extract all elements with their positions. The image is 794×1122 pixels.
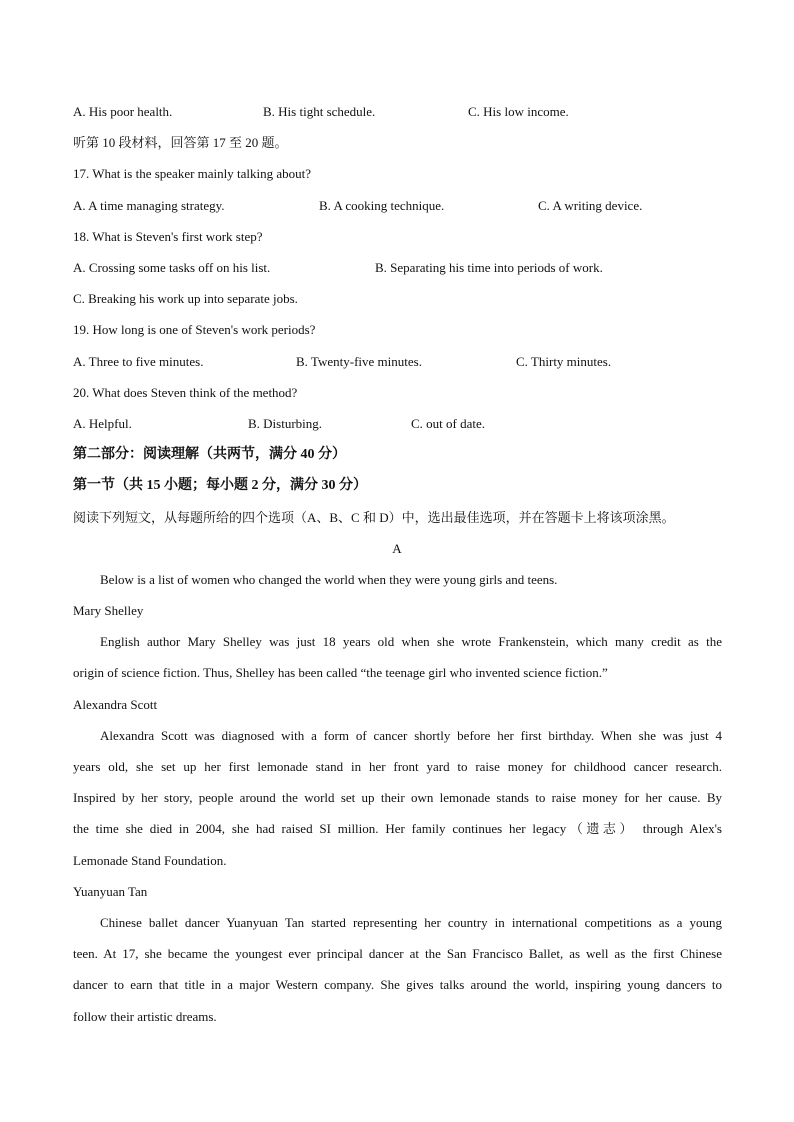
q18-option-c: C. Breaking his work up into separate jobs. — [73, 291, 298, 306]
q16-option-c: C. His low income. — [468, 104, 569, 119]
q19-option-b: B. Twenty-five minutes. — [296, 354, 422, 369]
scott-paragraph-line: the time she died in 2004, she had raised SI million. Her family continues her legacy（遗志） through Alex's — [73, 821, 722, 836]
person-name-tan: Yuanyuan Tan — [73, 884, 148, 899]
q20-question: 20. What does Steven think of the method? — [73, 385, 298, 400]
listening-instruction: 听第 10 段材料，回答第 17 至 20 题。 — [73, 135, 288, 150]
q20-option-a: A. Helpful. — [73, 416, 132, 431]
scott-paragraph-line: Alexandra Scott was diagnosed with a form of cancer shortly before her first birthday. When she was just 4 — [100, 728, 722, 743]
reading-instruction: 阅读下列短文，从每题所给的四个选项（A、B、C 和 D）中，选出最佳选项，并在答题卡上将该项涂黑。 — [73, 510, 675, 525]
q19-question: 19. How long is one of Steven's work periods? — [73, 322, 316, 337]
tan-paragraph-line: follow their artistic dreams. — [73, 1009, 217, 1024]
section1-heading: 第一节（共 15 小题；每小题 2 分，满分 30 分） — [73, 478, 367, 493]
q20-option-c: C. out of date. — [411, 416, 486, 431]
scott-paragraph-line: Inspired by her story, people around the world set up their own lemonade stands to raise money for her cause. By — [73, 790, 722, 805]
person-name-shelley: Mary Shelley — [73, 603, 144, 618]
q19-option-a: A. Three to five minutes. — [73, 354, 204, 369]
q20-option-b: B. Disturbing. — [248, 416, 323, 431]
shelley-paragraph-line: English author Mary Shelley was just 18 years old when she wrote Frankenstein, which many credit as the — [100, 634, 722, 649]
q18-question: 18. What is Steven's first work step? — [73, 229, 263, 244]
q16-option-a: A. His poor health. — [73, 104, 173, 119]
tan-paragraph-line: Chinese ballet dancer Yuanyuan Tan started representing her country in international competitions as a young — [100, 915, 722, 930]
part2-heading: 第二部分：阅读理解（共两节，满分 40 分） — [73, 447, 346, 462]
person-name-scott: Alexandra Scott — [73, 697, 158, 712]
passage-intro: Below is a list of women who changed the world when they were young girls and teens. — [100, 572, 558, 587]
q18-option-a: A. Crossing some tasks off on his list. — [73, 260, 271, 275]
tan-paragraph-line: teen. At 17, she became the youngest ever principal dancer at the San Francisco Ballet, as well as the first Chinese — [73, 946, 722, 961]
q17-option-b: B. A cooking technique. — [319, 198, 445, 213]
scott-paragraph-line: years old, she set up her first lemonade stand in her front yard to raise money for childhood cancer research. — [73, 759, 722, 774]
shelley-paragraph-line: origin of science fiction. Thus, Shelley has been called “the teenage girl who invented science fiction.” — [73, 665, 608, 680]
q17-option-a: A. A time managing strategy. — [73, 198, 225, 213]
q16-option-b: B. His tight schedule. — [263, 104, 376, 119]
q17-question: 17. What is the speaker mainly talking about? — [73, 166, 312, 181]
tan-paragraph-line: dancer to earn that title in a major Western company. She gives talks around the world, inspiring young dancers to — [73, 977, 722, 992]
q19-option-c: C. Thirty minutes. — [516, 354, 612, 369]
q17-option-c: C. A writing device. — [538, 198, 643, 213]
passage-label: A — [392, 541, 402, 556]
scott-paragraph-line: Lemonade Stand Foundation. — [73, 853, 227, 868]
q18-option-b: B. Separating his time into periods of work. — [375, 260, 603, 275]
